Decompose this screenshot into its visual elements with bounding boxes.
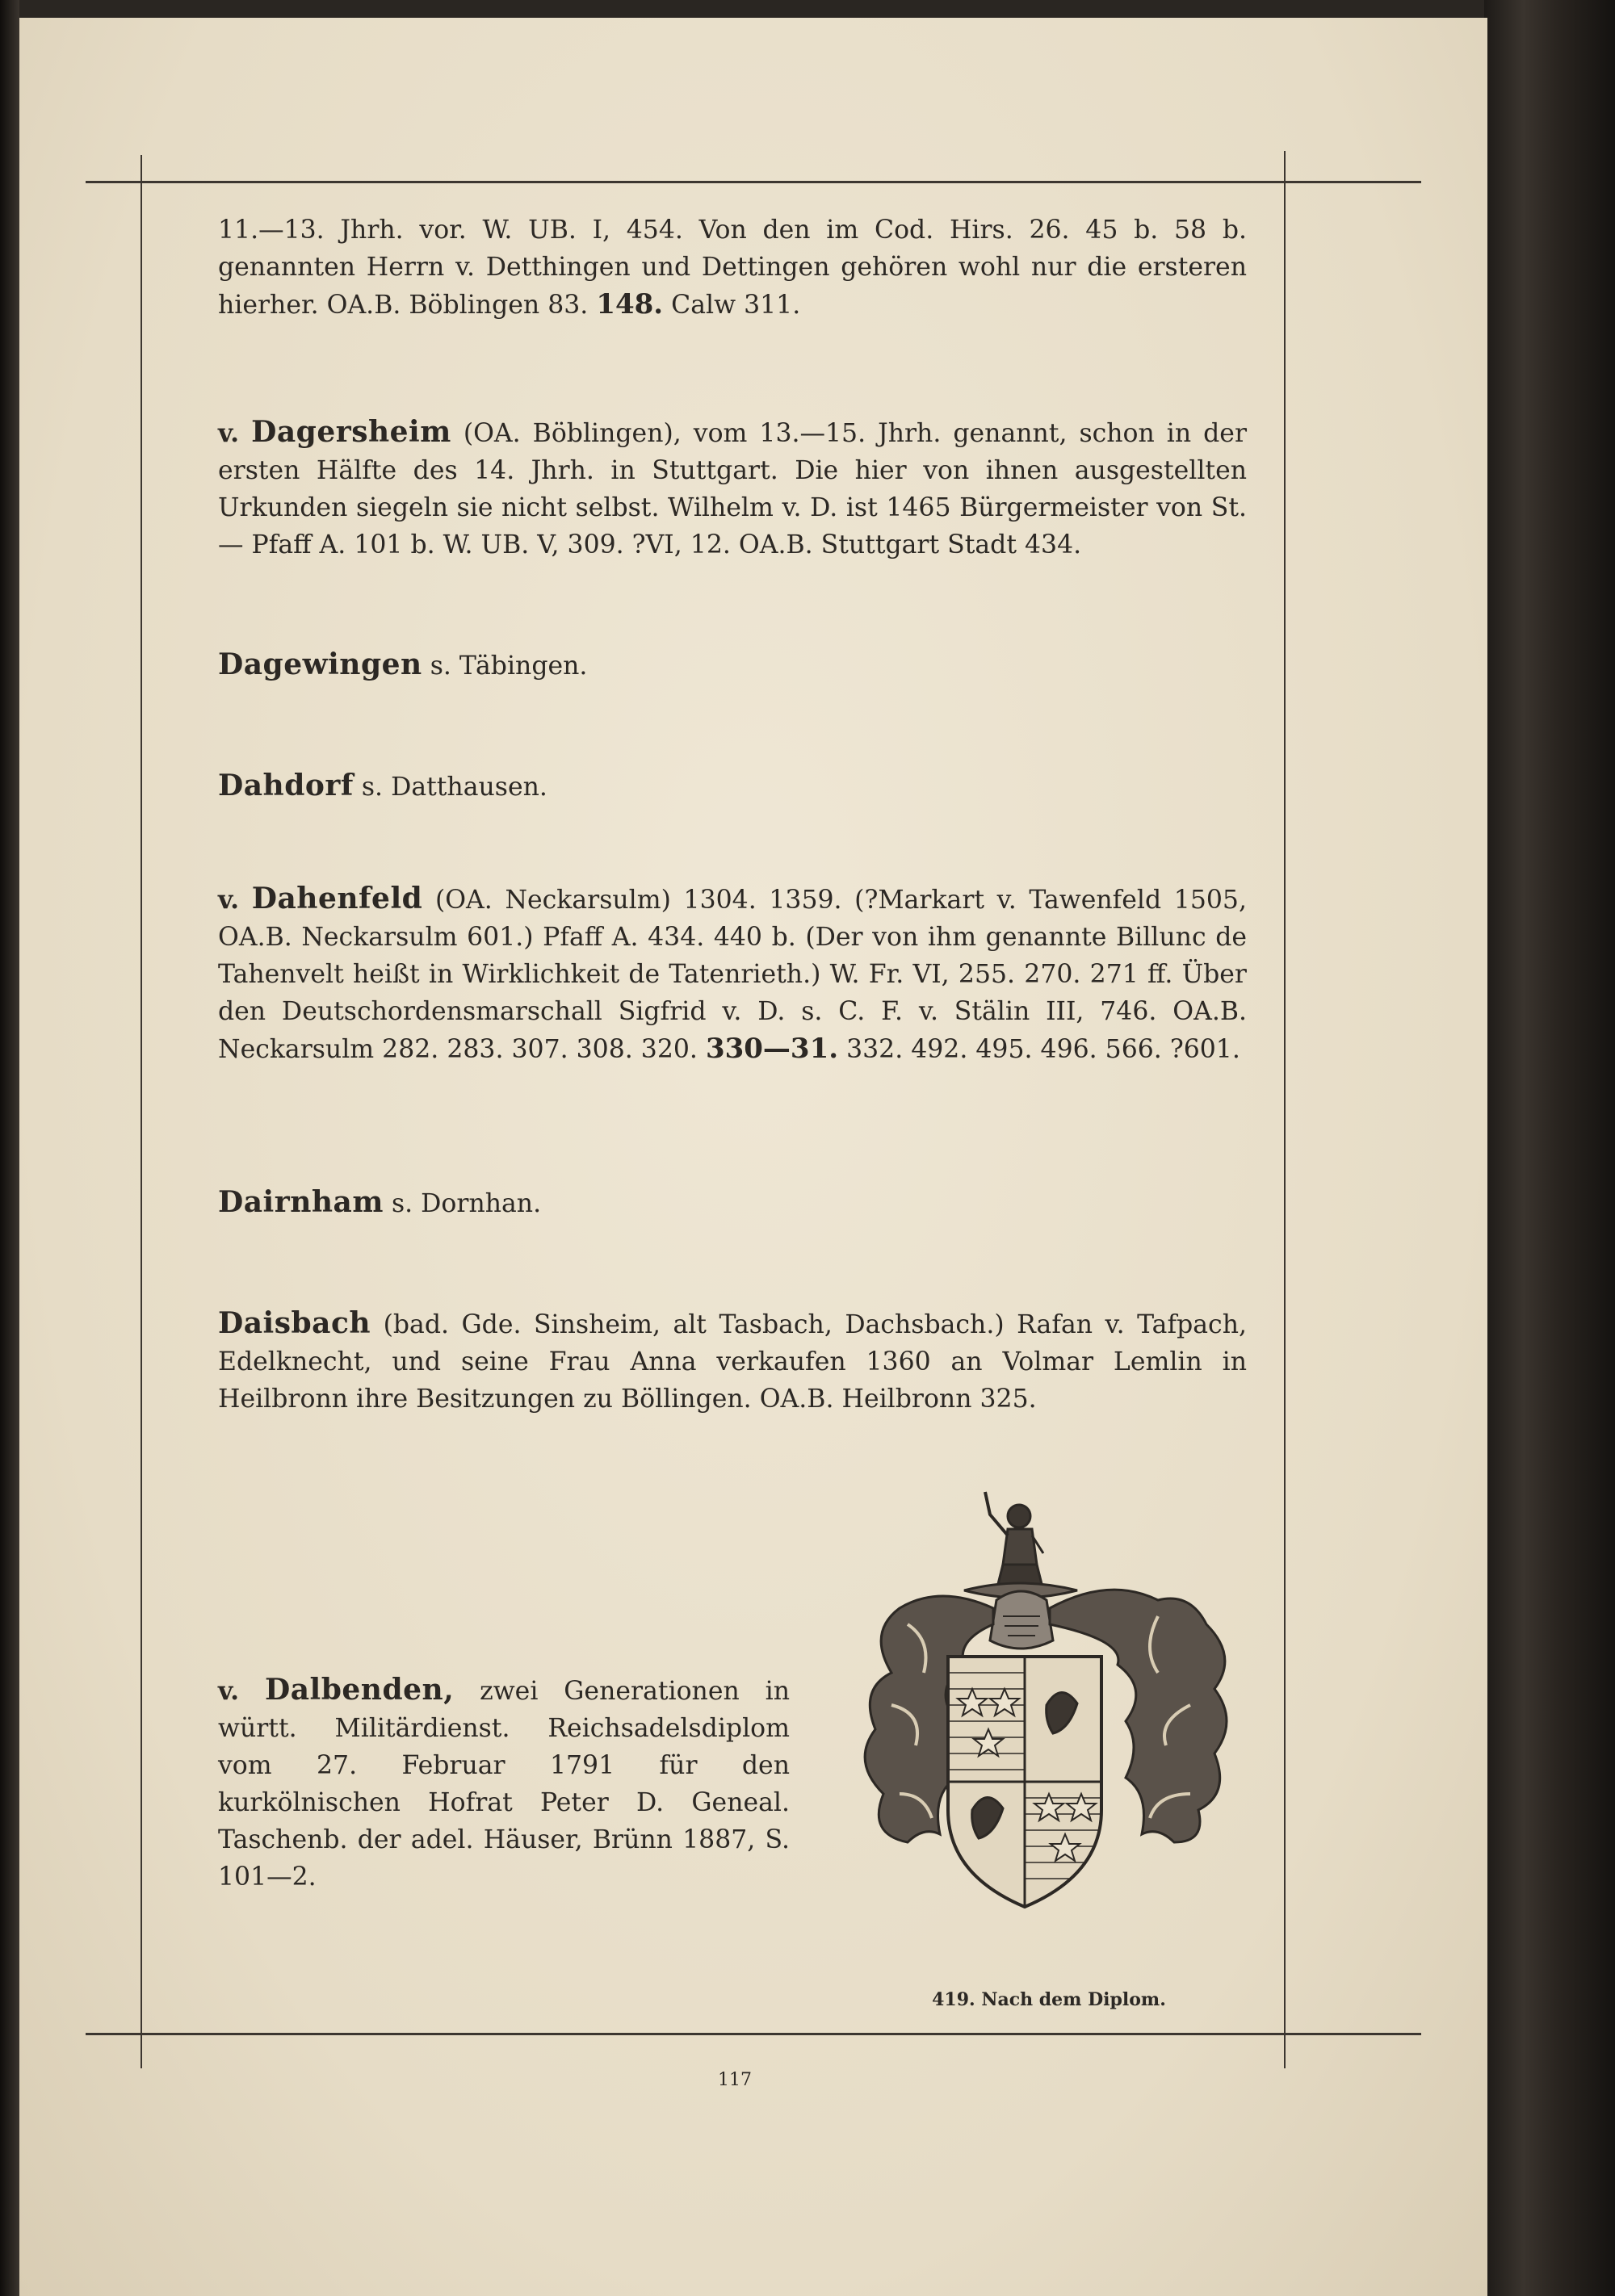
entry-prefix: v. [218,418,240,448]
book-spine-left [0,0,19,2296]
entry-dairnham [218,1184,1247,1222]
entry-text: (OA. Böblingen), vom 13.—15. Jhrh. genannt, schon in der ersten Hälfte des 14. Jhrh. in Stuttgart. Die hier von ihnen ausgestellten Urkunden siegeln sie nicht selbst. Wilhelm v. D. ist 1465 Bürgermeister von St. — Pfaff A. 101 b. W. UB. V, 309. ?VI, 12. OA.B. Stuttgart Stadt 434. [218,419,1248,559]
entry-dalbenden [218,1671,790,1896]
entry-continuation [218,212,1247,324]
entry-prefix: v. [218,885,240,915]
entry-headword: Dagersheim [251,415,451,449]
bottom-rule [86,2033,1421,2035]
entry-headword: Dairnham [218,1185,384,1219]
entry-ref-bold: 330—31. [705,1033,839,1065]
entry-ref-bold: 148. [596,288,664,321]
right-rule [1284,151,1286,2068]
knight-crest-icon [985,1492,1043,1584]
entry-text: (bad. Gde. Sinsheim, alt Tasbach, Dachsbach.) Rafan v. Tafpach, Edelknecht, und seine Frau Anna verkaufen 1360 an Volmar Lemlin in Heilbronn ihre Besitzungen zu Böllingen. OA.B. Heilbronn 325. [218,1310,1247,1414]
shield-icon [948,1657,1101,1907]
entry-headword: Dagewingen [218,647,422,681]
book-cover-edge [1484,0,1615,2296]
entry-dahdorf [218,767,1247,806]
entry-dagersheim [218,413,1247,564]
coat-of-arms-illustration [835,1487,1255,1939]
left-rule [141,155,142,2068]
entry-headword: Dahdorf [218,769,354,802]
book-page [19,18,1487,2296]
entry-text: (OA. Neckarsulm) 1304. 1359. (?Markart v. Tawenfeld 1505, OA.B. Neckarsulm 601.) Pfaff A. 434. 440 b. (Der von ihm genannte Billunc de Tahenvelt heißt in Wirklichkeit de Tatenrieth.) W. Fr. VI, 255. 270. 271 ff. Über den Deutschordensmarschall Sigfrid v. D. s. C. F. v. Stälin III, 746. OA.B. Neckarsulm 282. 283. 307. 308. 320. [218,886,1247,1064]
entry-tail: 332. 492. 495. 496. 566. ?601. [846,1035,1240,1064]
entry-dagewingen [218,646,1247,685]
top-rule [86,181,1421,183]
entry-tail: Calw 311. [671,291,801,320]
entry-text: s. Täbingen. [430,652,588,681]
entry-headword: Daisbach [218,1306,371,1340]
entry-headword: Dalbenden, [264,1673,455,1707]
entry-text: zwei Generationen in württ. Militärdienst. Reichsadelsdiplom vom 27. Februar 1791 für den kurkölnischen Hofrat Peter D. Geneal. Taschenb. der adel. Häuser, Brünn 1887, S. 101—2. [218,1677,790,1892]
entry-text: s. Datthausen. [361,773,547,802]
entry-dahenfeld [218,880,1247,1068]
entry-text: 11.—13. Jhrh. vor. W. UB. I, 454. Von den im Cod. Hirs. 26. 45 b. 58 b. genannten Herrn v. Detthingen und Dettingen gehören wohl nur die ersteren hierher. OA.B. Böblingen 83. [218,216,1247,320]
entry-headword: Dahenfeld [251,882,423,915]
figure-caption: 419. Nach dem Diplom. [932,1989,1166,2010]
helmet-icon [990,1591,1053,1649]
entry-text: s. Dornhan. [391,1189,542,1218]
page-number: 117 [718,2070,752,2090]
entry-daisbach [218,1305,1247,1418]
entry-prefix: v. [218,1676,240,1706]
